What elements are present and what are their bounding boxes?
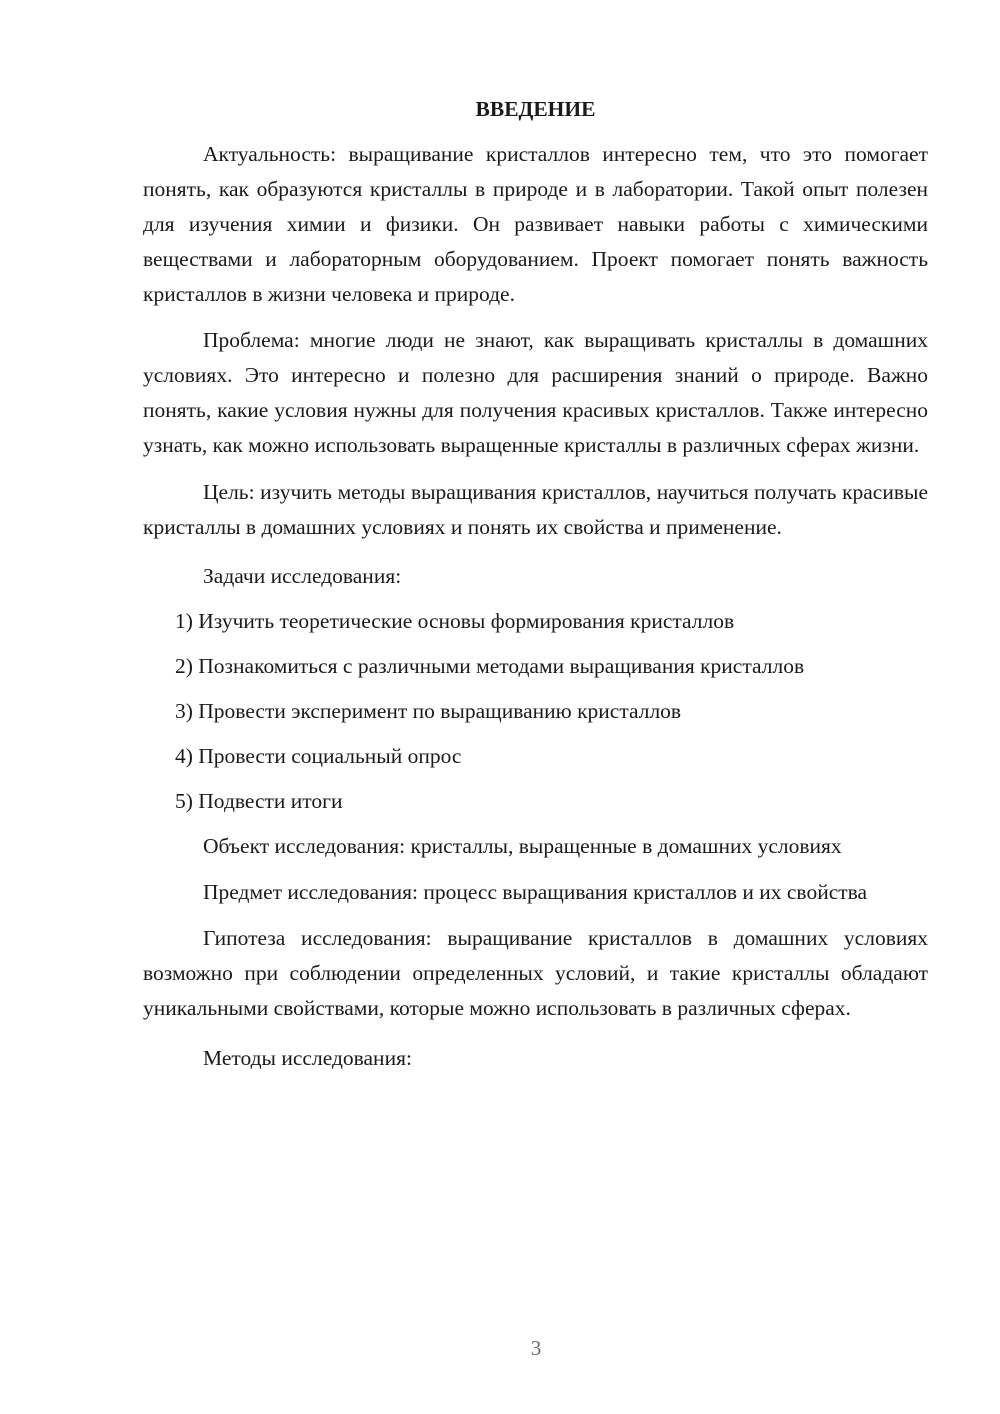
tasks-list xyxy=(143,604,928,819)
section-title xyxy=(143,92,928,127)
document-page xyxy=(143,92,928,1076)
methods-heading: Методы исследования: xyxy=(203,1046,412,1070)
section-title-text: ВВЕДЕНИЕ xyxy=(475,97,596,121)
task-item: 2) Познакомиться с различными методами выращивания кристаллов xyxy=(175,654,805,678)
paragraph-relevance: Актуальность: выращивание кристаллов интересно тем, что это помогает понять, как образуются кристаллы в природе и в лаборатории. Такой опыт полезен для изучения химии и физики. Он развивает навыки работы с химическими веществами и лабораторным оборудованием. Проект помогает понять важность кристаллов в жизни человека и природе. xyxy=(143,142,928,306)
paragraph-subject: Предмет исследования: процесс выращивания кристаллов и их свойства xyxy=(203,880,868,904)
task-item: 4) Провести социальный опрос xyxy=(175,744,462,768)
paragraph-object: Объект исследования: кристаллы, выращенные в домашних условиях xyxy=(203,834,842,858)
page-number: 3 xyxy=(530,1336,542,1360)
task-item: 1) Изучить теоретические основы формирования кристаллов xyxy=(175,609,735,633)
paragraph-problem: Проблема: многие люди не знают, как выращивать кристаллы в домашних условиях. Это интересно и полезно для расширения знаний о природе. Важно понять, какие условия нужны для получения красивых кристаллов. Также интересно узнать, как можно использовать выращенные кристаллы в различных сферах жизни. xyxy=(143,328,928,457)
task-item: 5) Подвести итоги xyxy=(175,789,343,813)
paragraph-goal: Цель: изучить методы выращивания кристаллов, научиться получать красивые кристаллы в домашних условиях и понять их свойства и применение. xyxy=(143,480,928,539)
task-item: 3) Провести эксперимент по выращиванию кристаллов xyxy=(175,699,682,723)
tasks-heading: Задачи исследования: xyxy=(203,564,402,588)
paragraph-hypothesis: Гипотеза исследования: выращивание кристаллов в домашних условиях возможно при соблюдении определенных условий, и такие кристаллы обладают уникальными свойствами, которые можно использовать в различных сферах. xyxy=(143,926,928,1020)
